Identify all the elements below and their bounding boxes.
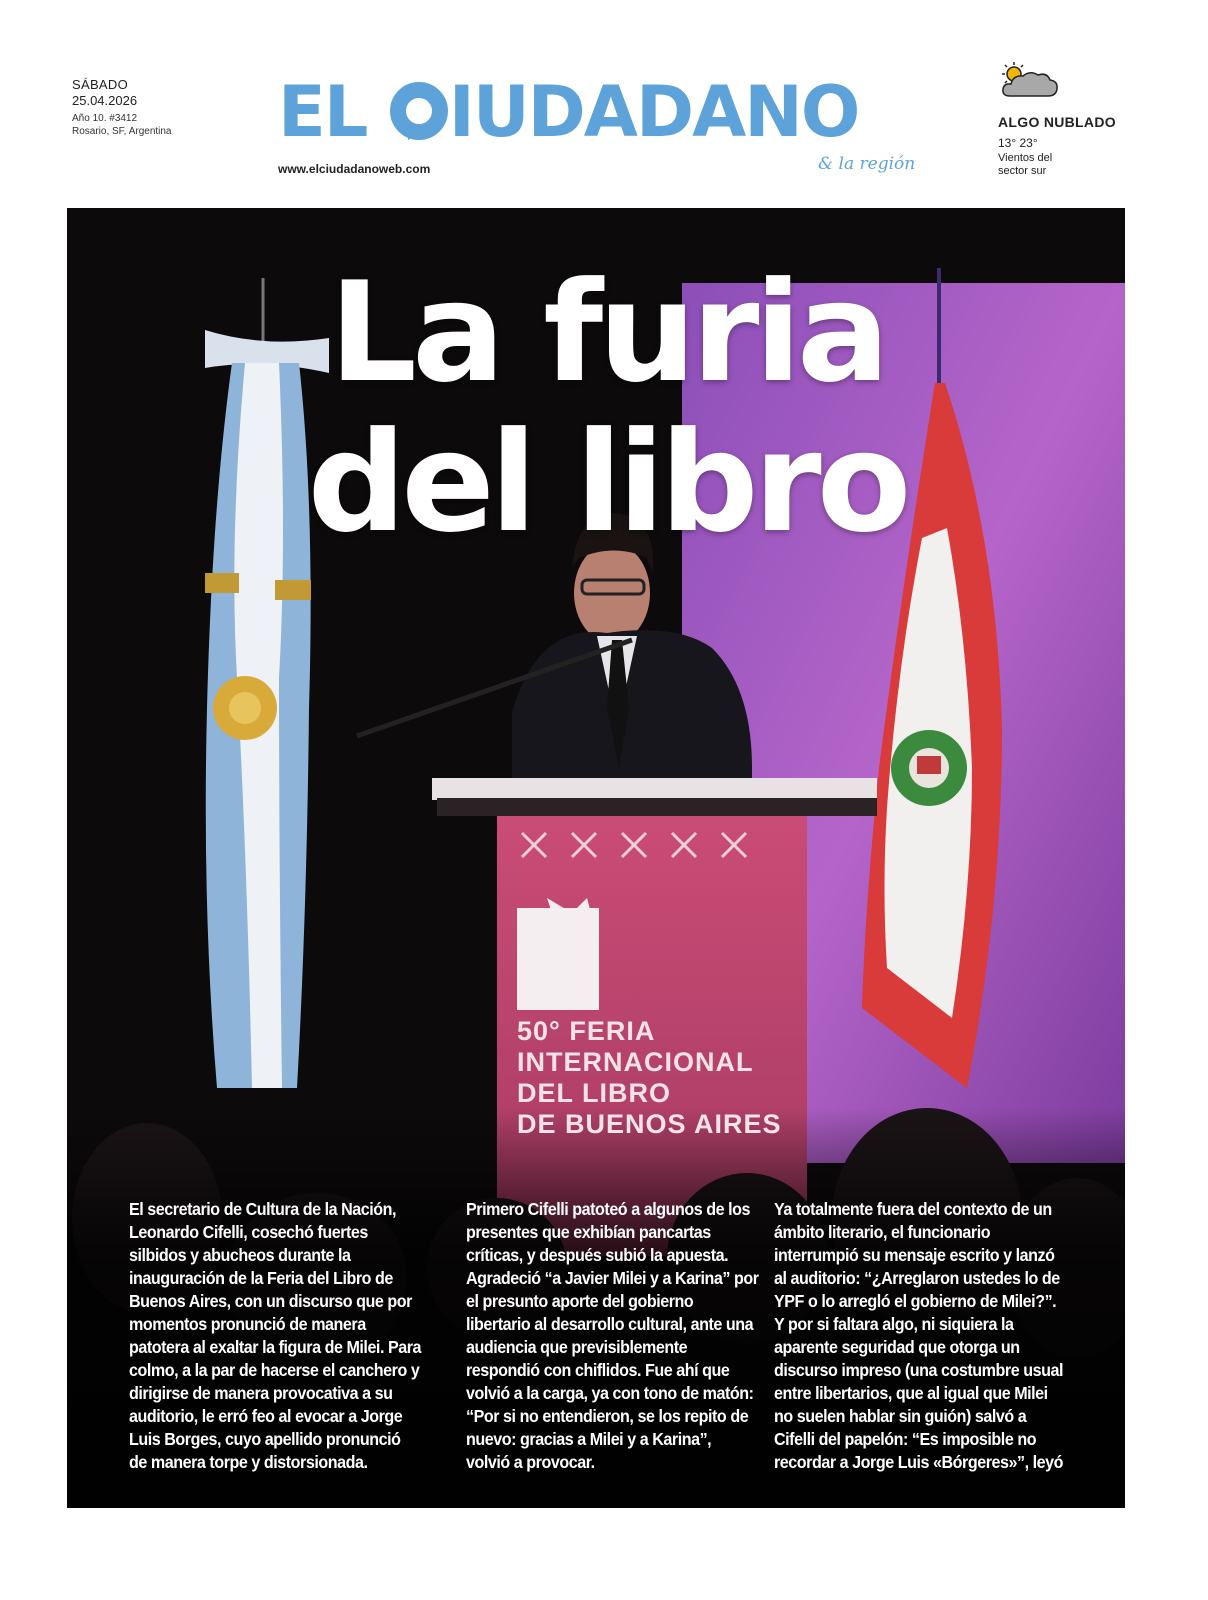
- weather-wind: Vientos del sector sur: [998, 152, 1053, 177]
- podium-sign-line-2: INTERNACIONAL: [517, 1047, 754, 1077]
- article-column-2: Primero Cifelli patoteó a algunos de los presentes que exhibían pancartas críticas, y después subió la apuesta. Agradeció “a Javier Milei y a Karina” por el presunto aporte del gobierno libertario al desarrollo cultural, ante una audiencia que previsiblemente respondió con chiflidos. Fue ahí que volvió a la carga, ya con tono de matón: “Por si no entendieron, se los repito de nuevo: gracias a Milei y a Karina”, volvió a provocar.: [466, 1199, 759, 1472]
- date-block: [72, 77, 172, 138]
- headline-line-2: del libro: [307, 402, 907, 563]
- logo-bubble-c: [390, 82, 448, 140]
- podium-sign: [517, 1016, 782, 1140]
- podium-sign-line-3: DEL LIBRO: [517, 1078, 672, 1108]
- article-column-1: El secretario de Cultura de la Nación, Leonardo Cifelli, cosechó fuertes silbidos y abucheos durante la inauguración de la Feria del Libro de Buenos Aires, con un discurso que por momentos pronunció de manera patotera al exaltar la figura de Milei. Para colmo, a la par de hacerse el canchero y dirigirse de manera provocativa a su auditorio, le erró feo al evocar a Jorge Luis Borges, cuyo apellido pronunció de manera torpe y distorsionada.: [129, 1199, 422, 1472]
- logo-rest: IUDADANO: [448, 71, 859, 153]
- issue-date: 25.04.2026: [72, 93, 138, 108]
- location: Rosario, SF, Argentina: [72, 126, 172, 137]
- weather-condition: ALGO NUBLADO: [998, 114, 1116, 130]
- podium-sign-line-1: 50° FERIA: [517, 1016, 656, 1046]
- weather-widget: [998, 60, 1148, 178]
- cover-headline: [282, 252, 932, 563]
- logo-el: EL: [278, 71, 389, 153]
- weather-temps: 13° 23°: [998, 136, 1038, 150]
- edition-number: Año 10. #3412: [72, 113, 138, 124]
- cover-photo: [67, 208, 1125, 1508]
- partly-cloudy-icon: [998, 60, 1060, 102]
- article-column-3: Ya totalmente fuera del contexto de un ámbito literario, el funcionario interrumpió su mensaje escrito y lanzó al auditorio: “¿Arreglaron ustedes lo de YPF o lo arregló el gobierno de Milei?”. Y por si faltara algo, ni siquiera la aparente seguridad que otorga un discurso impreso (una costumbre usual entre libertarios, que al igual que Milei no suelen hablar sin guión) salvó a Cifelli del papelón: “Es imposible no recordar a Jorge Luis «Bórgeres»”, leyó: [774, 1199, 1063, 1472]
- logo-tagline: & la región: [818, 154, 916, 174]
- headline-line-1: La furia: [329, 252, 885, 413]
- podium-sign-line-4: DE BUENOS AIRES: [517, 1109, 782, 1139]
- website-url[interactable]: www.elciudadanoweb.com: [278, 162, 431, 176]
- weekday: SÁBADO: [72, 77, 128, 92]
- masthead: [0, 0, 1208, 210]
- newspaper-logo[interactable]: [278, 62, 928, 162]
